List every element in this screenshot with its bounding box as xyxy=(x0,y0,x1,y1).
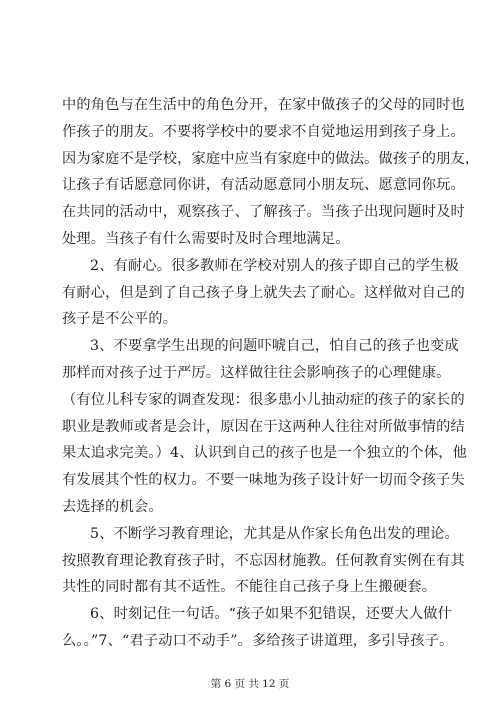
page-footer: 第 6 页 共 12 页 xyxy=(210,678,290,690)
text-line: 共性的同时都有其不适性。不能往自己孩子身上生搬硬套。 xyxy=(62,579,437,596)
text-line: 有耐心，但是到了自己孩子身上就失去了耐心。这样做对自己的 xyxy=(62,284,465,301)
text-line: 按照教育理论教育孩子时，不忘因材施教。任何教育实例在有其 xyxy=(62,552,465,569)
text-line: 果太追求完美。）4、认识到自己的孩子也是一个独立的个体，他 xyxy=(62,445,467,462)
body-text xyxy=(62,92,480,655)
text-line: 职业是教师或者是会计，原因在于这两种人往往对所做事情的结 xyxy=(62,418,465,435)
text-line: 3、不要拿学生出现的问题吓唬自己，怕自己的孩子也变成 xyxy=(90,338,459,355)
text-line: 5、不断学习教育理论，尤其是从作家长角色出发的理论。 xyxy=(90,525,459,542)
text-line: 么。。”7、“君子动口不动手”。多给孩子讲道理，多引导孩子。 xyxy=(62,632,454,649)
text-line: 2、有耐心。很多教师在学校对别人的孩子即自己的学生极 xyxy=(90,257,459,274)
text-line: 让孩子有话愿意同你讲，有活动愿意同小朋友玩、愿意同你玩。 xyxy=(62,177,465,194)
text-line: 处理。当孩子有什么需要时及时合理地满足。 xyxy=(62,230,350,247)
text-line: 作孩子的朋友。不要将学校中的要求不自觉地运用到孩子身上。 xyxy=(62,123,465,140)
text-line: 中的角色与在生活中的角色分开，在家中做孩子的父母的同时也 xyxy=(62,97,465,113)
text-line: （有位儿科专家的调查发现：很多患小儿抽动症的孩子的家长的 xyxy=(62,391,465,408)
text-line: 有发展其个性的权力。不要一味地为孩子设计好一切而令孩子失 xyxy=(62,472,465,489)
text-line: 那样而对孩子过于严厉。这样做往往会影响孩子的心理健康。 xyxy=(62,364,451,381)
text-line: 6、时刻记住一句话。“孩子如果不犯错误，还要大人做什 xyxy=(90,606,452,623)
text-line: 去选择的机会。 xyxy=(62,498,163,515)
text-line: 孩子是不公平的。 xyxy=(62,311,178,328)
text-line: 在共同的活动中，观察孩子、了解孩子。当孩子出现问题时及时 xyxy=(62,204,465,221)
text-line: 因为家庭不是学校，家庭中应当有家庭中的做法。做孩子的朋友， xyxy=(62,150,480,167)
